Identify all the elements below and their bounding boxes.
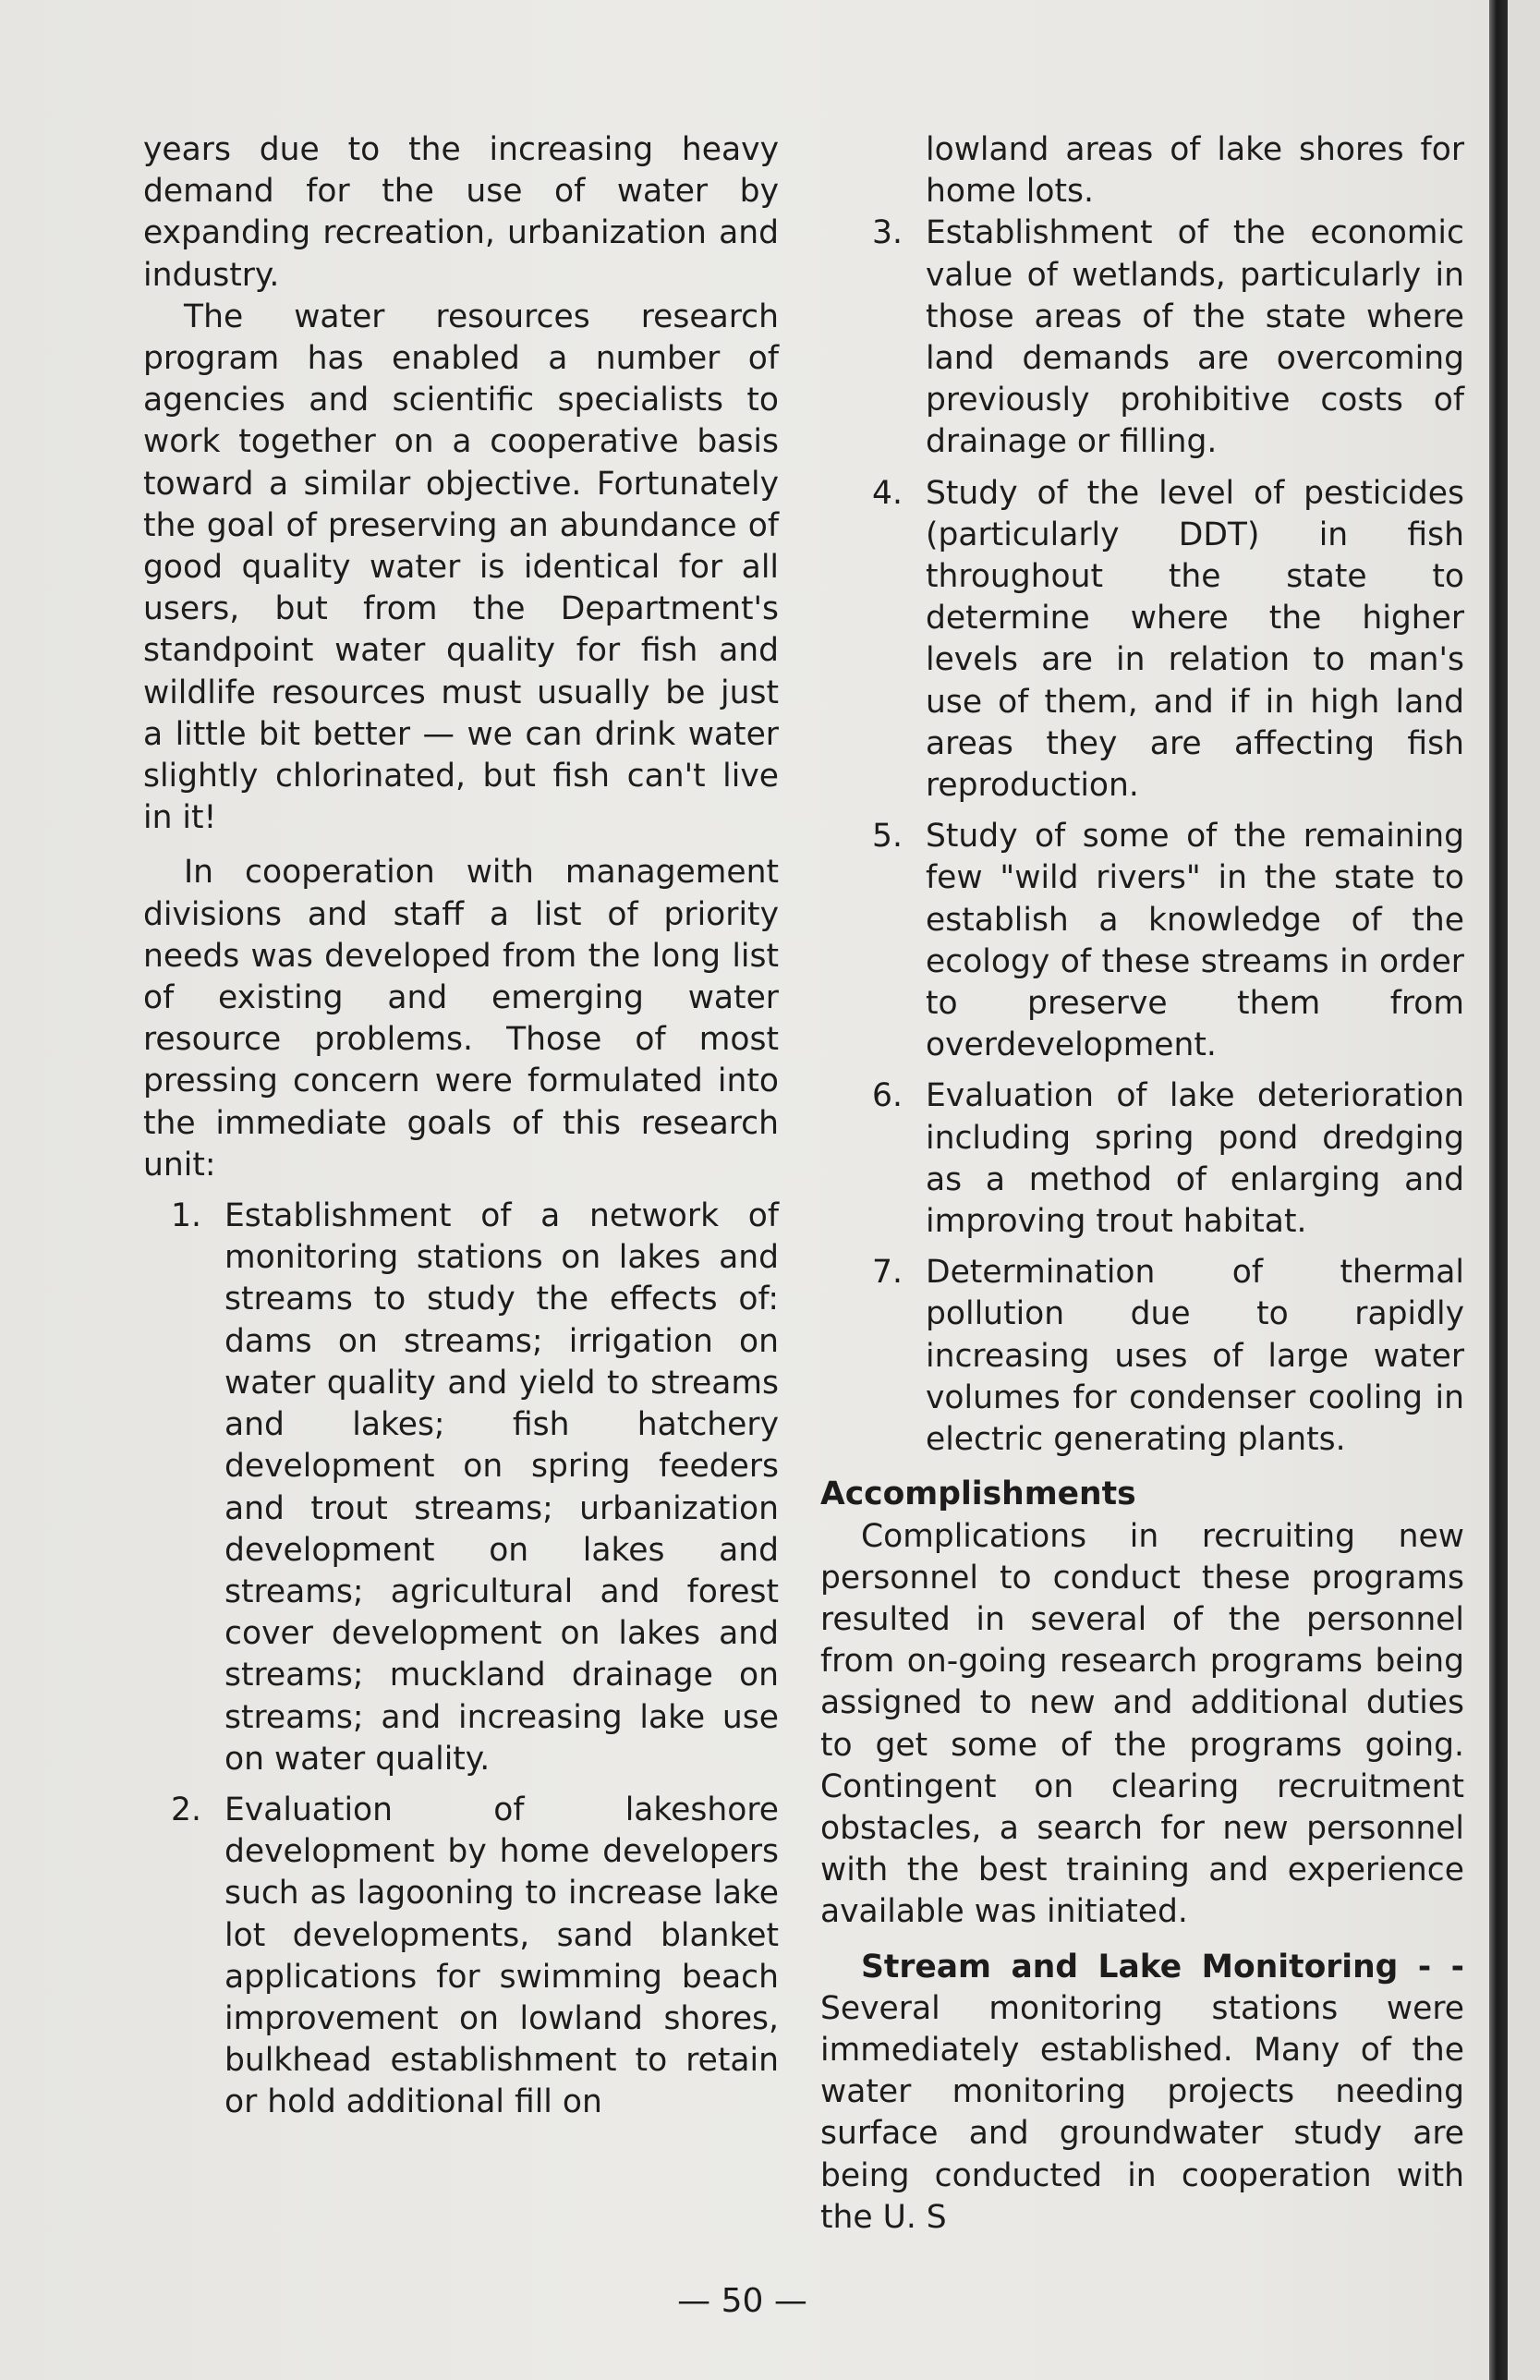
goal-number: 6. xyxy=(872,1077,903,1115)
goals-list-right xyxy=(820,212,1464,1461)
goal-number: 2. xyxy=(171,1791,201,1828)
page-number-text: — 50 — xyxy=(677,2282,807,2320)
goal-item-4 xyxy=(820,473,1464,808)
paragraph-research-program: The water resources research program has enabled a number of agencies and scientific specialists to work together on a cooperative basis toward a similar objective. Fortunately the goal of preserving an abundance of good quality water is identical for all users, but from the Department's standpoint water quality for fish and wildlife resources must usually be just a little bit better — we can drink water slightly chlorinated, but fish can't live in it! xyxy=(143,298,779,837)
goal-text: Establishment of a network of monitoring stations on lakes and streams to study the effects of: dams on streams; irrigation on water quality and yield to streams and lakes; fish hatchery development on spring feeders and trout streams; urbanization development on lakes and streams; agricultural and forest cover development on lakes and streams; muckland drainage on streams; and increasing lake use on water quality. xyxy=(224,1197,779,1778)
goal-item-2 xyxy=(143,1790,779,2124)
goal-text: Study of the level of pesticides (particularly DDT) in fish throughout the state to determine where the higher levels are in relation to man's use of them, and if in high land areas they are affecting fish reproduction. xyxy=(926,474,1464,805)
goal-text: Establishment of the economic value of wetlands, particularly in those areas of the state where land demands are overcoming previously prohibitive costs of drainage or filling. xyxy=(926,214,1464,461)
page-binding-edge xyxy=(1489,0,1508,2380)
monitoring-text: Several monitoring stations were immediately established. Many of the water monitoring projects needing surface and groundwater study are being conducted in cooperation with the U. S xyxy=(820,1989,1464,2236)
goal-text: Determination of thermal pollution due to rapidly increasing uses of large water volumes for condenser cooling in electric generating plants. xyxy=(926,1254,1464,1459)
goal-number: 7. xyxy=(872,1254,903,1292)
goal-text: Study of some of the remaining few "wild rivers" in the state to establish a knowledge of the ecology of these streams in order to preserve them from overdevelopment. xyxy=(926,818,1464,1064)
goal-item-7 xyxy=(820,1252,1464,1461)
paragraph-accomplishments: Complications in recruiting new personnel to conduct these programs resulted in several of the personnel from on-going research programs being assigned to new and additional duties to get some of the programs going. Contingent on clearing recruitment obstacles, a search for new personnel with the best training and experience available was initiated. xyxy=(820,1517,1464,1931)
goal-2-continued: lowland areas of lake shores for home lots. xyxy=(926,131,1464,211)
goal-number: 1. xyxy=(171,1197,201,1235)
goal-item-6 xyxy=(820,1075,1464,1243)
goal-text: Evaluation of lake deterioration including spring pond dredging as a method of enlarging and improving trout habitat. xyxy=(926,1077,1464,1241)
goal-item-3 xyxy=(820,212,1464,463)
run-in-heading-monitoring: Stream and Lake Monitoring - - xyxy=(861,1948,1464,1985)
goal-number: 5. xyxy=(872,818,903,856)
goal-number: 4. xyxy=(872,474,903,512)
paragraph-monitoring xyxy=(820,1947,1464,2239)
right-column xyxy=(820,129,1464,2239)
goal-text: Evaluation of lakeshore development by home developers such as lagooning to increase lake lot developments, sand blanket applications for swimming beach improvement on lowland shores, bulkhead establishment to retain or hold additional fill on xyxy=(224,1791,779,2121)
paragraph-cooperation: In cooperation with management divisions and staff a list of priority needs was developed from the long list of existing and emerging water resource problems. Those of most pressing concern were formulated into the immediate goals of this research unit: xyxy=(143,854,779,1184)
scan-margin xyxy=(1508,0,1540,2380)
section-heading-accomplishments: Accomplishments xyxy=(820,1475,1136,1513)
page-number xyxy=(0,2282,1540,2320)
goals-list-left xyxy=(143,1196,779,2123)
goal-item-5 xyxy=(820,816,1464,1066)
goal-number: 3. xyxy=(872,214,903,252)
paragraph-continued: years due to the increasing heavy demand for the use of water by expanding recreation, urbanization and industry. xyxy=(143,131,779,294)
left-column xyxy=(143,129,779,2133)
goal-item-1 xyxy=(143,1196,779,1780)
